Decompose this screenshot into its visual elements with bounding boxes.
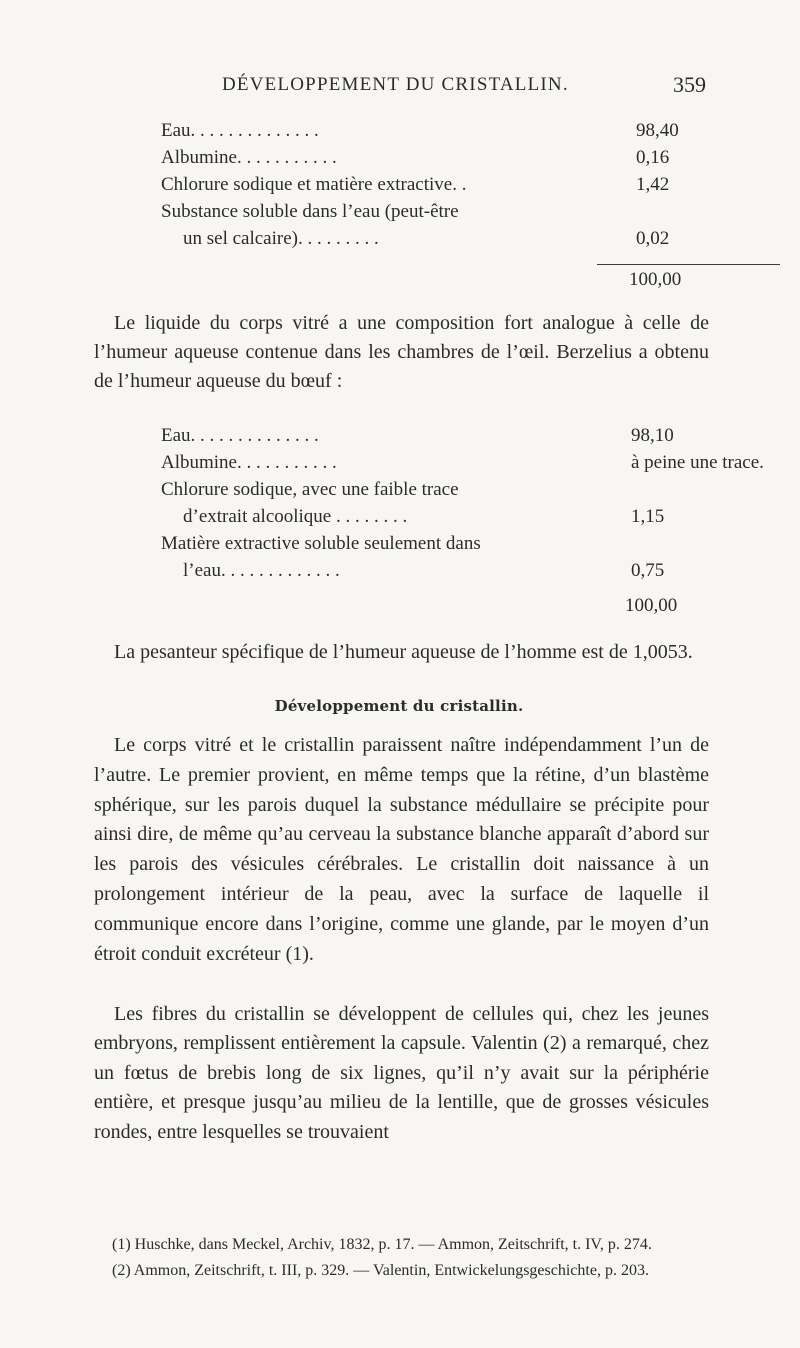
table-row-value: 0,75 [631, 560, 665, 581]
table-row-label: Albumine. . . . . . . . . . . [161, 147, 337, 168]
table-row-value: 0,16 [636, 147, 670, 168]
table-row-value: 98,10 [631, 425, 674, 446]
paragraph-text: Le corps vitré et le cristallin paraissent naître indépendamment l’un de l’autre. Le premier provient, en même temps que la rétine, d’un blastème sphérique, sur les parois duquel la substance médullaire se précipite pour ainsi dire, de même qu’au cerveau la substance blanche apparaît d’abord sur les parois des vésicules cérébrales. Le cristallin doit naissance à un prolongement intérieur de la peau, avec la surface de laquelle il communique encore dans l’origine, comme une glande, par le moyen d’un étroit conduit excréteur (1). [94, 734, 709, 965]
footnote: (2) Ammon, Zeitschrift, t. III, p. 329. — Valentin, Entwickelungsgeschichte, p. 203. [112, 1262, 649, 1279]
footnotes [94, 1234, 714, 1286]
paragraph [94, 1000, 709, 1147]
table-row-label: Albumine. . . . . . . . . . . [161, 452, 337, 473]
table-row-value: 98,40 [636, 120, 679, 141]
page-number: 359 [673, 72, 706, 97]
table-row-label: l’eau. . . . . . . . . . . . . [183, 560, 340, 581]
table-row-label: Chlorure sodique, avec une faible trace [161, 479, 459, 500]
table-row-value: 1,15 [631, 506, 665, 527]
paragraph [94, 731, 709, 969]
table-total: 100,00 [629, 269, 682, 290]
table-row-value: 0,02 [636, 228, 670, 249]
table-row-label: Substance soluble dans l’eau (peut-être [161, 201, 459, 222]
total-rule [597, 264, 780, 265]
running-title: DÉVELOPPEMENT DU CRISTALLIN. [222, 74, 569, 95]
table-row-label: un sel calcaire). . . . . . . . . [183, 228, 379, 249]
section-heading: Développement du cristallin. [274, 697, 524, 715]
table-row-value: 1,42 [636, 174, 670, 195]
page-header [0, 74, 800, 104]
table-row-label: Chlorure sodique et matière extractive. . [161, 174, 467, 195]
paragraph-text: Le liquide du corps vitré a une composition fort analogue à celle de l’humeur aqueuse contenue dans les chambres de l’œil. Berzelius a obtenu de l’humeur aqueuse du bœuf : [94, 312, 709, 392]
paragraph [94, 638, 709, 667]
table-row-label: Eau. . . . . . . . . . . . . . [161, 425, 319, 446]
table-row-label: Eau. . . . . . . . . . . . . . [161, 120, 319, 141]
footnote: (1) Huschke, dans Meckel, Archiv, 1832, p. 17. — Ammon, Zeitschrift, t. IV, p. 274. [112, 1236, 652, 1253]
table-total: 100,00 [625, 595, 678, 616]
paragraph-text: La pesanteur spécifique de l’humeur aqueuse de l’homme est de 1,0053. [114, 641, 693, 663]
paragraph [94, 309, 709, 396]
table-row-label: Matière extractive soluble seulement dans [161, 533, 481, 554]
table-row-value: à peine une trace. [631, 452, 764, 473]
table-row-label: d’extrait alcoolique . . . . . . . . [183, 506, 408, 527]
paragraph-text: Les fibres du cristallin se développent de cellules qui, chez les jeunes embryons, remplissent entièrement la capsule. Valentin (2) a remarqué, chez un fœtus de brebis long de six lignes, qu’il n’y avait sur la périphérie entière, et presque jusqu’au milieu de la lentille, que de grosses vésicules rondes, entre lesquelles se trouvaient [94, 1003, 709, 1143]
